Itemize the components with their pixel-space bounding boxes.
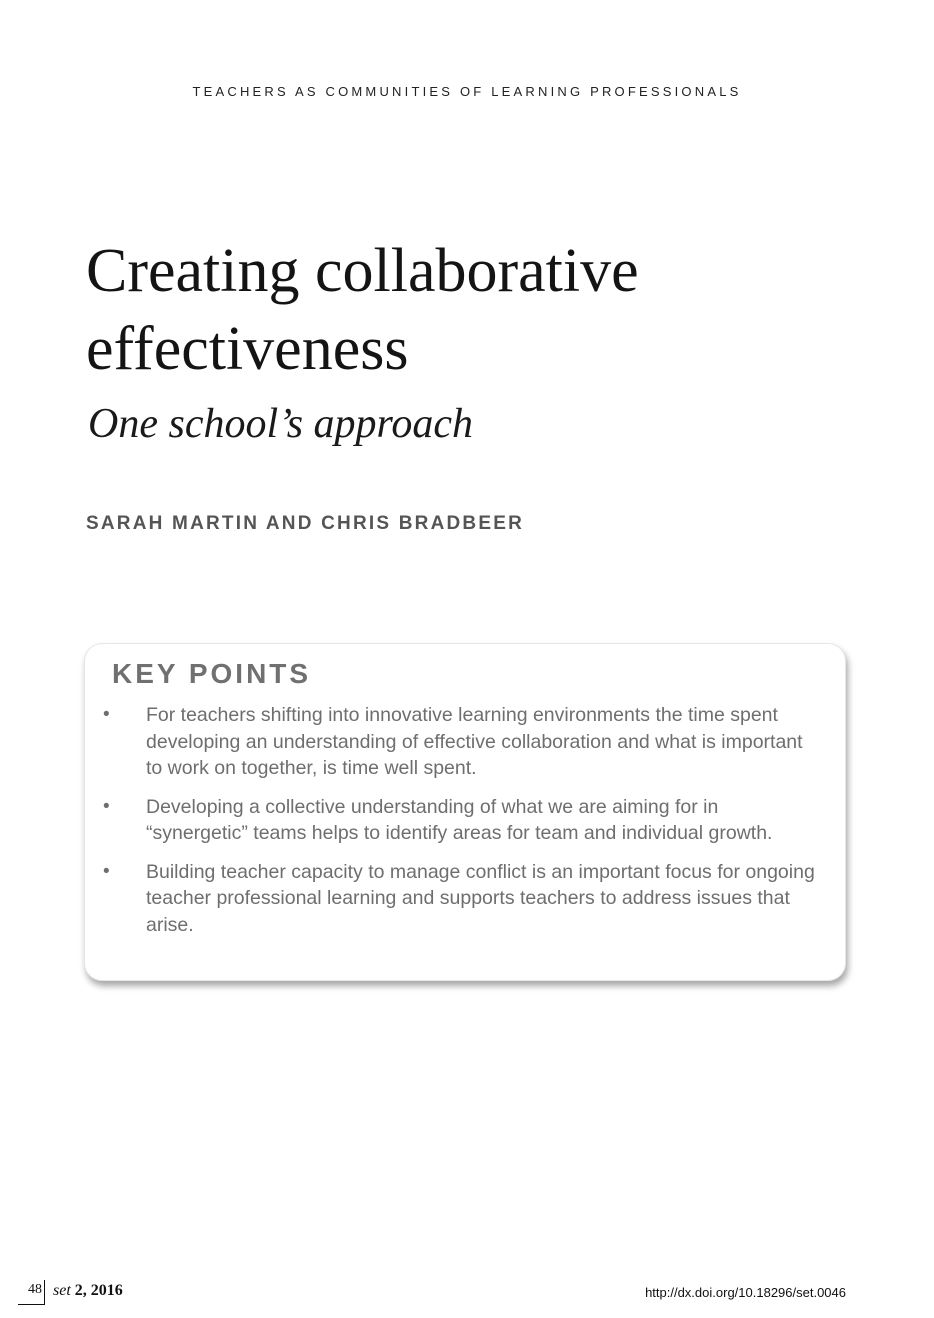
journal-citation bbox=[53, 1282, 123, 1300]
list-item bbox=[85, 794, 847, 847]
list-item bbox=[85, 702, 847, 782]
article-title: Creating collaborative effectiveness bbox=[86, 237, 639, 383]
key-points-list bbox=[85, 702, 847, 950]
journal-name: set bbox=[53, 1282, 71, 1299]
page-number: 48 bbox=[28, 1282, 42, 1297]
key-point-text: For teachers shifting into innovative learning environments the time spent developing an understanding of effective collaboration and what is important to work on together, is time well spent. bbox=[146, 704, 803, 779]
article-subtitle: One school’s approach bbox=[88, 401, 473, 447]
bullet-icon: • bbox=[103, 795, 110, 817]
doi-link[interactable]: http://dx.doi.org/10.18296/set.0046 bbox=[645, 1285, 846, 1300]
journal-issue: 2, 2016 bbox=[74, 1282, 123, 1299]
key-point-text: Developing a collective understanding of what we are aiming for in “synergetic” teams helps to identify areas for team and individual growth. bbox=[146, 795, 773, 844]
bullet-icon: • bbox=[103, 704, 110, 725]
key-points-box bbox=[84, 643, 846, 981]
article-authors: SARAH MARTIN AND CHRIS BRADBEER bbox=[86, 513, 524, 534]
key-point-text: Building teacher capacity to manage conflict is an important focus for ongoing teacher professional learning and supports teachers to address issues that arise. bbox=[146, 860, 815, 936]
list-item bbox=[85, 859, 847, 939]
bullet-icon: • bbox=[103, 860, 110, 882]
running-header: TEACHERS AS COMMUNITIES OF LEARNING PROFESSIONALS bbox=[192, 84, 742, 99]
key-points-heading: KEY POINTS bbox=[112, 658, 312, 689]
